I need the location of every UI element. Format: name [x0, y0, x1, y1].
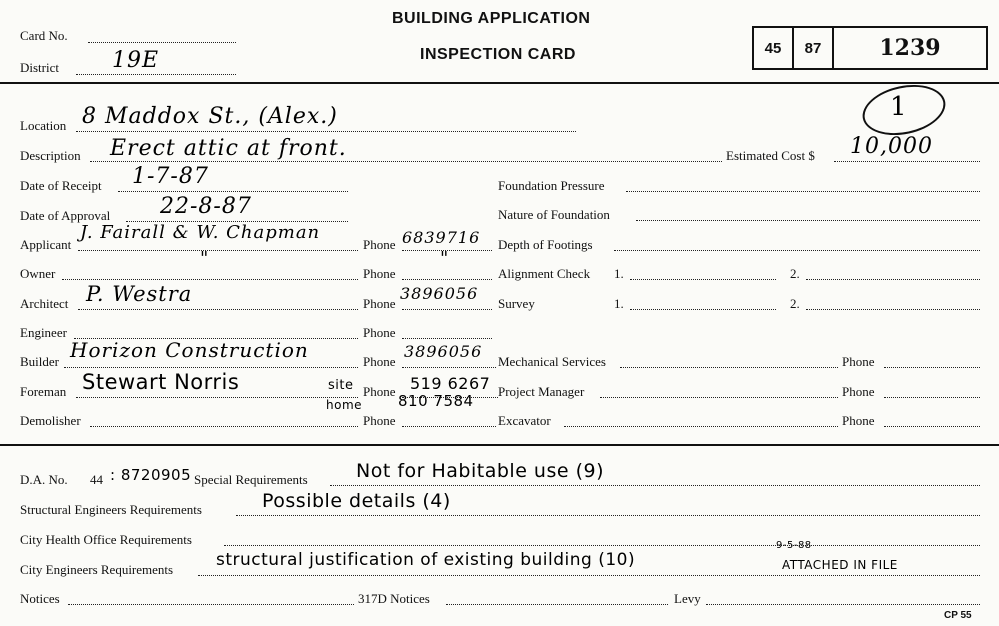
ref-cell-2: 87 — [794, 28, 834, 68]
district-label: District — [20, 60, 59, 75]
foreman-home-phone: 810 7584 — [398, 392, 474, 410]
section-rule — [0, 444, 999, 446]
notices-317d-line — [446, 604, 668, 605]
ref-cell-3: 1239 — [879, 35, 941, 61]
foundation-pressure-label: Foundation Pressure — [498, 178, 605, 193]
nature-foundation-line — [636, 220, 980, 221]
structural-value: Possible details (4) — [262, 490, 451, 512]
builder-phone-value: 3896056 — [404, 342, 483, 361]
nature-foundation-label: Nature of Foundation — [498, 207, 610, 222]
engineer-phone-line — [402, 338, 492, 339]
architect-value: P. Westra — [86, 282, 193, 306]
architect-line — [78, 309, 358, 310]
builder-phone-line — [402, 367, 496, 368]
alignment-item-2: 2. — [790, 266, 800, 281]
owner-phone-line — [402, 279, 492, 280]
city-eng-date: 9-5-88 — [776, 540, 812, 551]
header-rule — [0, 82, 999, 84]
notices-line — [68, 604, 354, 605]
foreman-line — [76, 397, 358, 398]
approval-label: Date of Approval — [20, 208, 111, 223]
engineer-phone-label: Phone — [363, 325, 396, 340]
foreman-phone-label: Phone — [363, 384, 396, 399]
health-label: City Health Office Requirements — [20, 532, 192, 547]
depth-footings-label: Depth of Footings — [498, 237, 593, 252]
survey-line-2 — [806, 309, 980, 310]
location-label: Location — [20, 118, 67, 133]
excavator-phone-label: Phone — [842, 413, 875, 428]
estimated-cost-value: 10,000 — [850, 134, 933, 159]
architect-phone-line — [402, 309, 492, 310]
estimated-cost-label: Estimated Cost $ — [726, 148, 815, 163]
demolisher-phone-label: Phone — [363, 413, 396, 428]
builder-label: Builder — [20, 354, 59, 369]
survey-item-1: 1. — [614, 296, 624, 311]
special-value: Not for Habitable use (9) — [356, 460, 605, 482]
structural-label: Structural Engineers Requirements — [20, 502, 202, 517]
title-line-2: INSPECTION CARD — [420, 46, 576, 63]
architect-phone-value: 3896056 — [400, 284, 479, 303]
district-line — [76, 74, 236, 75]
receipt-line — [118, 191, 348, 192]
alignment-line-2 — [806, 279, 980, 280]
project-manager-line — [600, 397, 838, 398]
card-no-line — [88, 42, 236, 43]
survey-label: Survey — [498, 296, 535, 311]
excavator-line — [564, 426, 838, 427]
health-line — [224, 545, 980, 546]
notices-317d-label: 317D Notices — [358, 591, 430, 606]
levy-label: Levy — [674, 591, 701, 606]
district-value: 19E — [112, 48, 160, 73]
applicant-label: Applicant — [20, 237, 72, 252]
owner-label: Owner — [20, 266, 56, 281]
architect-label: Architect — [20, 296, 69, 311]
builder-value: Horizon Construction — [70, 338, 309, 362]
demolisher-label: Demolisher — [20, 413, 81, 428]
foundation-pressure-line — [626, 191, 980, 192]
mechanical-phone-label: Phone — [842, 354, 875, 369]
receipt-label: Date of Receipt — [20, 178, 102, 193]
approval-value: 22-8-87 — [160, 194, 252, 219]
description-line — [90, 161, 722, 162]
mechanical-label: Mechanical Services — [498, 354, 606, 369]
city-eng-value: structural justification of existing building (10) — [216, 550, 636, 570]
applicant-line — [78, 250, 358, 251]
foreman-site-note: site — [328, 378, 354, 393]
owner-line — [62, 279, 358, 280]
card-no-label: Card No. — [20, 28, 68, 43]
foreman-value: Stewart Norris — [82, 370, 240, 394]
alignment-item-1: 1. — [614, 266, 624, 281]
demolisher-line — [90, 426, 358, 427]
location-line — [76, 131, 576, 132]
foreman-site-phone: 519 6267 — [410, 374, 491, 393]
city-eng-line — [198, 575, 980, 576]
architect-phone-label: Phone — [363, 296, 396, 311]
special-label: Special Requirements — [194, 472, 308, 487]
levy-line — [706, 604, 980, 605]
location-value: 8 Maddox St., (Alex.) — [82, 104, 338, 129]
receipt-value: 1-7-87 — [132, 164, 209, 189]
alignment-line-1 — [630, 279, 776, 280]
survey-item-2: 2. — [790, 296, 800, 311]
da-label: D.A. No. — [20, 472, 68, 487]
form-code: CP 55 — [944, 610, 972, 621]
estimated-cost-line — [834, 161, 980, 162]
city-eng-note: ATTACHED IN FILE — [782, 558, 898, 572]
builder-phone-label: Phone — [363, 354, 396, 369]
foreman-home-note: home — [326, 398, 363, 412]
title-line-1: BUILDING APPLICATION — [392, 10, 591, 27]
applicant-phone-label: Phone — [363, 237, 396, 252]
da-value: : 8720905 — [110, 466, 192, 484]
depth-footings-line — [614, 250, 980, 251]
da-prefix: 44 — [90, 472, 103, 487]
ref-cell-1: 45 — [754, 28, 794, 68]
owner-ditto: " — [200, 248, 210, 269]
owner-phone-ditto: " — [440, 248, 450, 269]
description-value: Erect attic at front. — [110, 136, 347, 161]
project-manager-label: Project Manager — [498, 384, 585, 399]
notices-label: Notices — [20, 591, 60, 606]
special-line — [330, 485, 980, 486]
foreman-label: Foreman — [20, 384, 67, 399]
circled-number: 1 — [890, 92, 908, 122]
applicant-phone-value: 6839716 — [402, 228, 481, 247]
description-label: Description — [20, 148, 81, 163]
reference-box — [752, 26, 988, 70]
structural-line — [236, 515, 980, 516]
alignment-check-label: Alignment Check — [498, 266, 591, 281]
project-manager-phone-line — [884, 397, 980, 398]
engineer-label: Engineer — [20, 325, 67, 340]
owner-phone-label: Phone — [363, 266, 396, 281]
excavator-label: Excavator — [498, 413, 551, 428]
survey-line-1 — [630, 309, 776, 310]
builder-line — [64, 367, 358, 368]
mechanical-line — [620, 367, 838, 368]
mechanical-phone-line — [884, 367, 980, 368]
city-eng-label: City Engineers Requirements — [20, 562, 174, 577]
project-manager-phone-label: Phone — [842, 384, 875, 399]
applicant-value: J. Fairall & W. Chapman — [80, 222, 321, 243]
excavator-phone-line — [884, 426, 980, 427]
demolisher-phone-line — [402, 426, 496, 427]
